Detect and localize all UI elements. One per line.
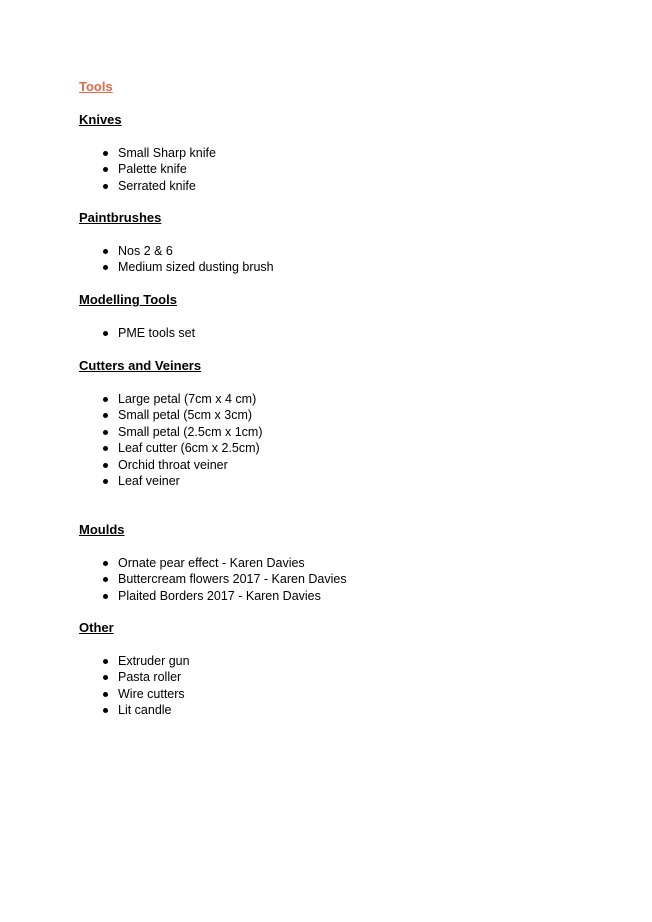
list-item-label: Ornate pear effect - Karen Davies — [118, 556, 305, 570]
section-heading: Paintbrushes — [79, 210, 162, 225]
bullet-icon — [103, 479, 108, 484]
bullet-icon — [103, 249, 108, 254]
list-item-label: Lit candle — [118, 703, 172, 718]
list-item-label: Leaf veiner — [118, 473, 180, 488]
bullet-icon — [103, 692, 108, 697]
item-list — [79, 653, 619, 719]
item-list — [79, 145, 619, 194]
bullet-icon — [103, 708, 108, 713]
bullet-icon — [103, 659, 108, 664]
list-item — [79, 686, 619, 702]
list-item-label: Buttercream flowers 2017 - Karen Davies — [118, 572, 347, 587]
item-list — [79, 391, 619, 489]
list-item — [79, 161, 619, 177]
bullet-icon — [103, 675, 108, 680]
bullet-icon — [103, 577, 108, 582]
list-item-label: Nos 2 & 6 — [118, 244, 173, 258]
list-item-label: Small petal (2.5cm x 1cm) — [118, 424, 263, 439]
document-title: Tools — [79, 79, 113, 94]
item-list — [79, 555, 619, 604]
bullet-icon — [103, 413, 108, 418]
list-item — [79, 555, 619, 571]
section-heading: Knives — [79, 112, 122, 127]
bullet-icon — [103, 594, 108, 599]
bullet-icon — [103, 265, 108, 270]
bullet-icon — [103, 446, 108, 451]
list-item-label: Serrated knife — [118, 178, 196, 193]
section-other — [79, 620, 619, 719]
bullet-icon — [103, 331, 108, 336]
item-list — [79, 243, 619, 276]
list-item — [79, 391, 619, 407]
list-item — [79, 243, 619, 259]
section-heading: Modelling Tools — [79, 292, 177, 307]
list-item — [79, 259, 619, 275]
section-knives — [79, 112, 619, 194]
list-item — [79, 702, 619, 718]
list-item — [79, 424, 619, 440]
list-item — [79, 653, 619, 669]
bullet-icon — [103, 561, 108, 566]
list-item-label: Wire cutters — [118, 686, 185, 701]
section-heading: Cutters and Veiners — [79, 358, 202, 373]
section-modelling-tools — [79, 292, 619, 341]
list-item — [79, 325, 619, 341]
list-item-label: Orchid throat veiner — [118, 457, 228, 472]
list-item-label: Pasta roller — [118, 670, 182, 685]
list-item-label: Plaited Borders 2017 - Karen Davies — [118, 588, 321, 603]
bullet-icon — [103, 430, 108, 435]
list-item — [79, 571, 619, 587]
list-item — [79, 473, 619, 489]
list-item-label: Palette knife — [118, 162, 187, 177]
section-moulds — [79, 522, 619, 604]
list-item-label: PME tools set — [118, 326, 196, 340]
list-item-label: Small Sharp knife — [118, 146, 216, 160]
list-item — [79, 669, 619, 685]
list-item — [79, 440, 619, 456]
list-item-label: Small petal (5cm x 3cm) — [118, 408, 253, 423]
list-item — [79, 457, 619, 473]
bullet-icon — [103, 167, 108, 172]
list-item — [79, 145, 619, 161]
section-paintbrushes — [79, 210, 619, 276]
list-item — [79, 407, 619, 423]
item-list — [79, 325, 619, 341]
list-item-label: Leaf cutter (6cm x 2.5cm) — [118, 441, 260, 456]
list-item-label: Extruder gun — [118, 654, 190, 668]
section-heading: Other — [79, 620, 114, 635]
bullet-icon — [103, 397, 108, 402]
list-item-label: Medium sized dusting brush — [118, 260, 274, 275]
list-item — [79, 588, 619, 604]
bullet-icon — [103, 151, 108, 156]
list-item-label: Large petal (7cm x 4 cm) — [118, 392, 257, 406]
list-item — [79, 178, 619, 194]
bullet-icon — [103, 184, 108, 189]
bullet-icon — [103, 463, 108, 468]
section-heading: Moulds — [79, 522, 125, 537]
section-cutters-and-veiners — [79, 358, 619, 489]
